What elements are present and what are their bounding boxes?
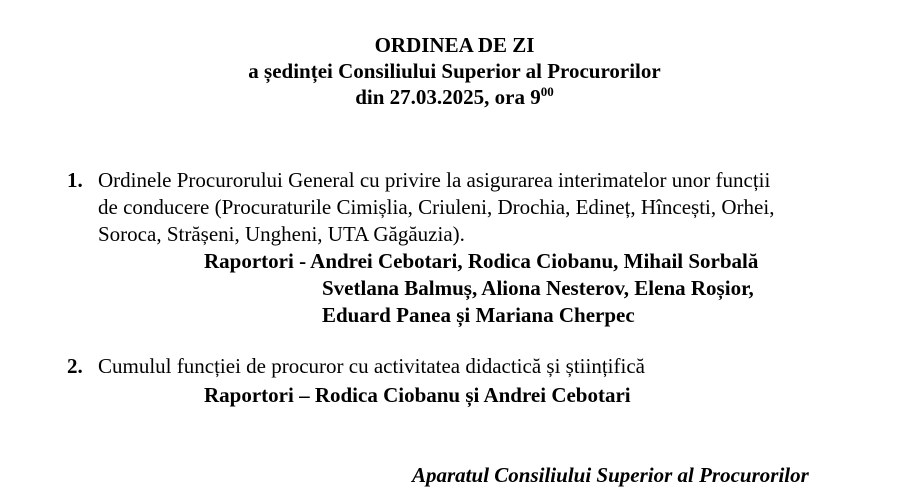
agenda-item-number: 1. bbox=[67, 168, 83, 192]
agenda-item-1 bbox=[67, 167, 867, 248]
agenda-date: din 27.03.2025, ora 9 bbox=[355, 85, 541, 109]
agenda-item-number: 2. bbox=[67, 354, 83, 378]
rapporteurs-line: Eduard Panea și Mariana Cherpec bbox=[322, 303, 635, 327]
agenda-title: ORDINEA DE ZI bbox=[374, 33, 535, 57]
rapporteurs-line: Raportori - Andrei Cebotari, Rodica Ciobanu, Mihail Sorbală bbox=[204, 249, 759, 273]
rapporteurs-line: Svetlana Balmuș, Aliona Nesterov, Elena Roșior, bbox=[322, 276, 754, 300]
agenda-item-line: Ordinele Procurorului General cu privire la asigurarea interimatelor unor funcții bbox=[98, 168, 771, 192]
agenda-subtitle: a ședinței Consiliului Superior al Procurorilor bbox=[248, 59, 661, 83]
agenda-time-minutes: 00 bbox=[540, 84, 554, 99]
agenda-item-2 bbox=[67, 353, 867, 380]
footer-signature: Aparatul Consiliului Superior al Procurorilor bbox=[412, 463, 809, 487]
rapporteurs-line: Raportori – Rodica Ciobanu și Andrei Cebotari bbox=[204, 383, 631, 407]
agenda-item-line: de conducere (Procuraturile Cimișlia, Criuleni, Drochia, Edineț, Hîncești, Orhei, bbox=[98, 195, 775, 219]
agenda-item-text bbox=[98, 353, 867, 380]
agenda-date-line bbox=[0, 84, 909, 110]
agenda-item-text bbox=[98, 167, 867, 248]
agenda-header bbox=[0, 32, 909, 110]
agenda-item-line: Soroca, Strășeni, Ungheni, UTA Găgăuzia). bbox=[98, 222, 465, 246]
agenda-item-line: Cumulul funcției de procuror cu activitatea didactică și științifică bbox=[98, 354, 645, 378]
